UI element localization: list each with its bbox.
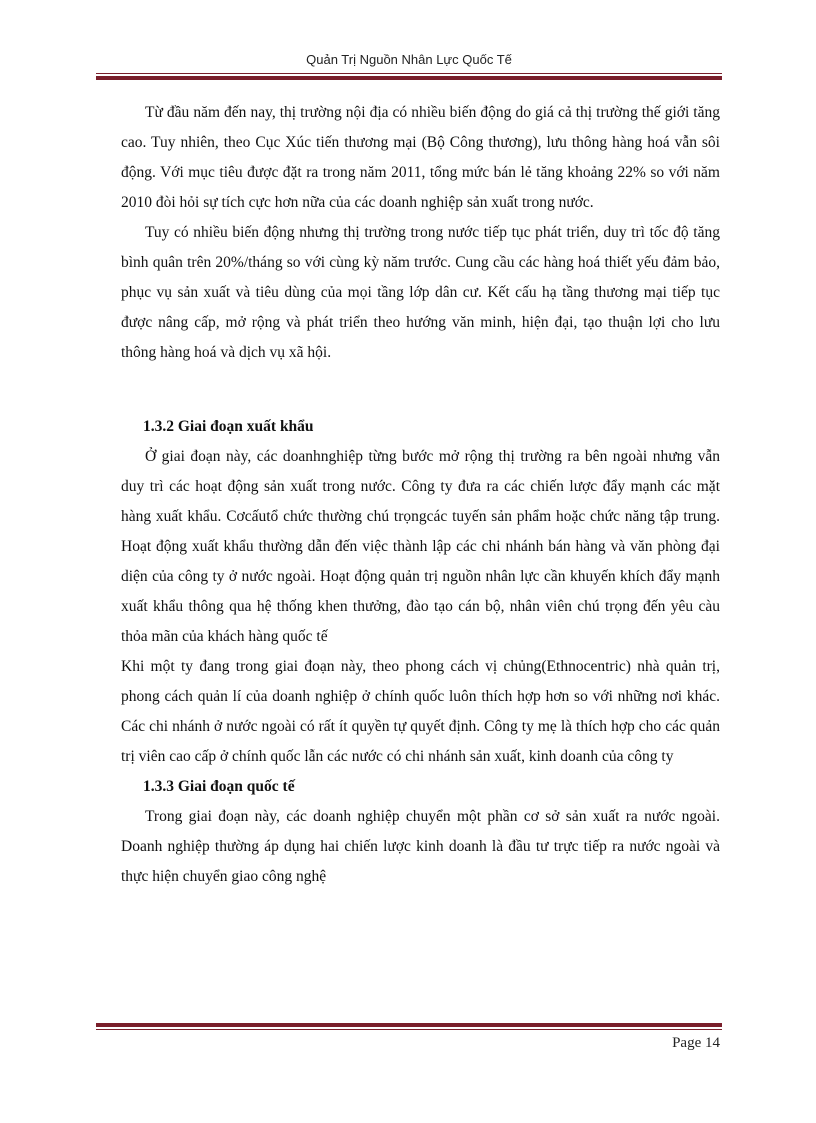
- header-rule-thin: [96, 73, 722, 74]
- section-heading-1-3-3: 1.3.3 Giai đoạn quốc tế: [143, 778, 295, 795]
- paragraph-5: Trong giai đoạn này, các doanh nghiệp chuyển một phần cơ sở sản xuất ra nước ngoài. Doanh nghiệp thường áp dụng hai chiến lược kinh doanh là đầu tư trực tiếp ra nước ngoài và thực hiện chuyển giao công nghệ: [121, 808, 720, 885]
- document-body: [121, 98, 720, 892]
- paragraph-1: Từ đầu năm đến nay, thị trường nội địa có nhiều biến động do giá cả thị trường thế giới tăng cao. Tuy nhiên, theo Cục Xúc tiến thương mại (Bộ Công thương), lưu thông hàng hoá vẫn sôi động. Với mục tiêu được đặt ra trong năm 2011, tổng mức bán lẻ tăng khoảng 22% so với năm 2010 đòi hỏi sự tích cực hơn nữa của các doanh nghiệp sản xuất trong nước.: [121, 104, 720, 211]
- paragraph-4: Khi một ty đang trong giai đoạn này, theo phong cách vị chủng(Ethnocentric) nhà quản trị, phong cách quản lí của doanh nghiệp ở chính quốc luôn thích hợp hơn so với những nơi khác. Các chi nhánh ở nước ngoài có rất ít quyền tự quyết định. Công ty mẹ là thích hợp cho các quản trị viên cao cấp ở chính quốc lẫn các nước có chi nhánh sản xuất, kinh doanh của công ty: [121, 658, 720, 765]
- section-spacer: [121, 368, 720, 412]
- footer-rule: [96, 1023, 722, 1030]
- page-header-title: Quản Trị Nguồn Nhân Lực Quốc Tế: [306, 52, 512, 67]
- paragraph-3: Ở giai đoạn này, các doanhnghiệp từng bước mở rộng thị trường ra bên ngoài nhưng vẫn duy trì các hoạt động sản xuất trong nước. Công ty đưa ra các chiến lược đẩy mạnh các mặt hàng xuất khẩu. Cơcấutổ chức thường chú trọngcác tuyến sản phẩm hoặc chức năng tập trung. Hoạt động xuất khẩu thường dẫn đến việc thành lập các chi nhánh bán hàng và văn phòng đại diện của công ty ở nước ngoài. Hoạt động quản trị nguồn nhân lực cần khuyến khích đẩy mạnh xuất khẩu thông qua hệ thống khen thưởng, đào tạo cán bộ, nhân viên chú trọng đến yêu càu thỏa mãn của khách hàng quốc tế: [121, 448, 720, 645]
- paragraph-2: Tuy có nhiều biến động nhưng thị trường trong nước tiếp tục phát triển, duy trì tốc độ tăng bình quân trên 20%/tháng so với cùng kỳ năm trước. Cung cầu các hàng hoá thiết yếu đảm bảo, phục vụ sản xuất và tiêu dùng của mọi tầng lớp dân cư. Kết cấu hạ tầng thương mại tiếp tục được nâng cấp, mở rộng và phát triển theo hướng văn minh, hiện đại, tạo thuận lợi cho lưu thông hàng hoá và dịch vụ xã hội.: [121, 224, 720, 361]
- section-heading-1-3-2: 1.3.2 Giai đoạn xuất khẩu: [143, 418, 314, 435]
- footer-rule-thin: [96, 1029, 722, 1030]
- footer-rule-thick: [96, 1023, 722, 1027]
- header-rule: [96, 73, 722, 80]
- header-rule-thick: [96, 76, 722, 80]
- page-number: Page 14: [672, 1035, 720, 1051]
